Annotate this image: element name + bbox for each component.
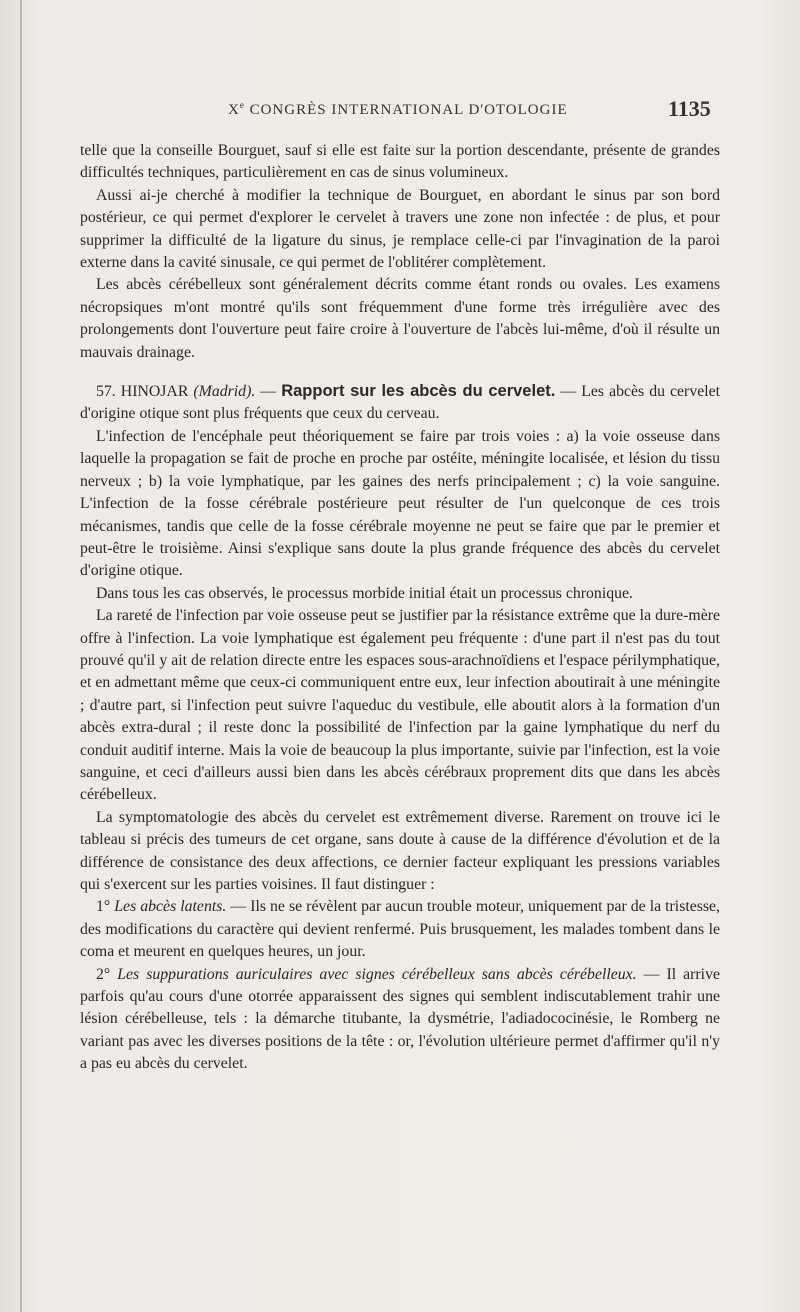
running-title [228, 100, 568, 119]
page-header [0, 96, 800, 126]
list-number: 1° [96, 898, 115, 916]
paragraph: telle que la conseille Bourguet, sauf si elle est faite sur la portion descendante, présente de grandes difficultés techniques, particulièrement en cas de sinus volumineux. [80, 142, 720, 182]
report-title: Rapport sur les abcès du cervelet. [281, 382, 556, 401]
paragraph-text: — Ils ne se révèlent par aucun trouble moteur, uniquement par de la tristesse, des modifications du caractère qui devient renfermé. Puis brusquement, les malades tombent dans le coma et meurent en quelques heures, un jour. [80, 898, 720, 961]
list-title: Les suppurations auriculaires avec signes cérébelleux sans abcès cérébelleux. [117, 965, 637, 983]
binding-edge [20, 0, 22, 1312]
author-entry: 57. HINOJAR [96, 383, 189, 401]
page-number: 1135 [668, 96, 711, 121]
running-title-text: CONGRÈS INTERNATIONAL D'OTOLOGIE [249, 102, 568, 118]
paragraph: Aussi ai-je cherché à modifier la technique de Bourguet, en abordant le sinus par son bord postérieur, ce qui permet d'explorer le cervelet à travers une zone non infectée : de plus, et pour supprimer la difficulté de la ligature du sinus, je remplace celle-ci par l'invagination de la paroi externe dans la cavité sinusale, ce qui permet de l'oblitérer complètement. [80, 186, 720, 272]
author-place: (Madrid). [193, 383, 256, 401]
list-item-paragraph [80, 896, 720, 963]
title-dash: — [255, 383, 282, 401]
paragraph-text: — Il arrive parfois qu'au cours d'une otorrée apparaissent des signes qui semblent indiscutablement trahir une lésion cérébelleuse, tels : la démarche titubante, la dysmétrie, l'adiadococinésie, le Romberg ne variant pas avec les diverses positions de la tête : or, l'évolution ultérieure permet d'affirmer qu'il n'y a pas eu abcès du cervelet. [80, 965, 720, 1073]
paragraph: Les abcès cérébelleux sont généralement décrits comme étant ronds ou ovales. Les examens nécropsiques m'ont montré qu'ils sont fréquemment d'une forme très irrégulière avec des prolongements dont l'ouverture peut faire croire à l'ouverture de l'abcès lui-même, d'où il résulte un mauvais drainage. [80, 276, 720, 361]
list-item-paragraph [80, 964, 720, 1076]
paragraph: L'infection de l'encéphale peut théoriquement se faire par trois voies : a) la voie osseuse dans laquelle la propagation se fait de proche en proche par ostéite, méningite localisée, et lésion du tissu nerveux ; b) la voie lymphatique, par les gaines des nerfs principalement ; c) la voie sanguine. L'infection de la fosse cérébrale postérieure peut résulter de l'un quelconque de ces trois mécanismes, tandis que celle de la fosse cérébrale moyenne ne peut se faire que par le premier et peut-être le troisième. Ainsi s'explique sans doute la plus grande fréquence des abcès du cervelet d'origine otique. [80, 427, 720, 580]
running-title-sup: e [239, 100, 245, 110]
paragraph: La rareté de l'infection par voie osseuse peut se justifier par la résistance extrême que la dure-mère offre à l'infection. La voie lymphatique est également peu fréquente : d'une part il n'est pas du tout prouvé qu'il y ait de relation directe entre les espaces sous-arachnoïdiens et l'espace périlymphatique, et en admettant même que ceux-ci communiquent entre eux, leur infection aboutirait à une méningite ; d'autre part, si l'infection peut suivre l'aqueduc du vestibule, elle aboutit alors à la formation d'un abcès extra-dural ; il reste donc la possibilité de l'infection par la gaine lymphatique du nerf du conduit auditif interne. Mais la voie de beaucoup la plus importante, suivie par l'infection, est la voie sanguine, et ceci d'ailleurs aussi bien dans les abcès cérébraux proprement dits que dans les abcès cérébelleux. [80, 607, 720, 804]
list-number: 2° [96, 965, 118, 983]
list-title: Les abcès latents. [114, 898, 227, 916]
paragraph: La symptomatologie des abcès du cervelet est extrêmement diverse. Rarement on trouve ici le tableau si précis des tumeurs de cet organe, sans doute à cause de la différence d'évolution et de la différence de consistance des deux affections, ce dernier facteur expliquant les pressions variables qui s'exercent sur les parties voisines. Il faut distinguer : [80, 808, 720, 893]
body-text [80, 140, 720, 1076]
section-heading-paragraph [80, 380, 720, 426]
paragraph-text: — Les abcès du cervelet d'origine otique sont plus fréquents que ceux du cerveau. [80, 383, 721, 423]
paragraph: Dans tous les cas observés, le processus morbide initial était un processus chronique. [96, 584, 633, 602]
running-title-x: X [228, 102, 240, 118]
